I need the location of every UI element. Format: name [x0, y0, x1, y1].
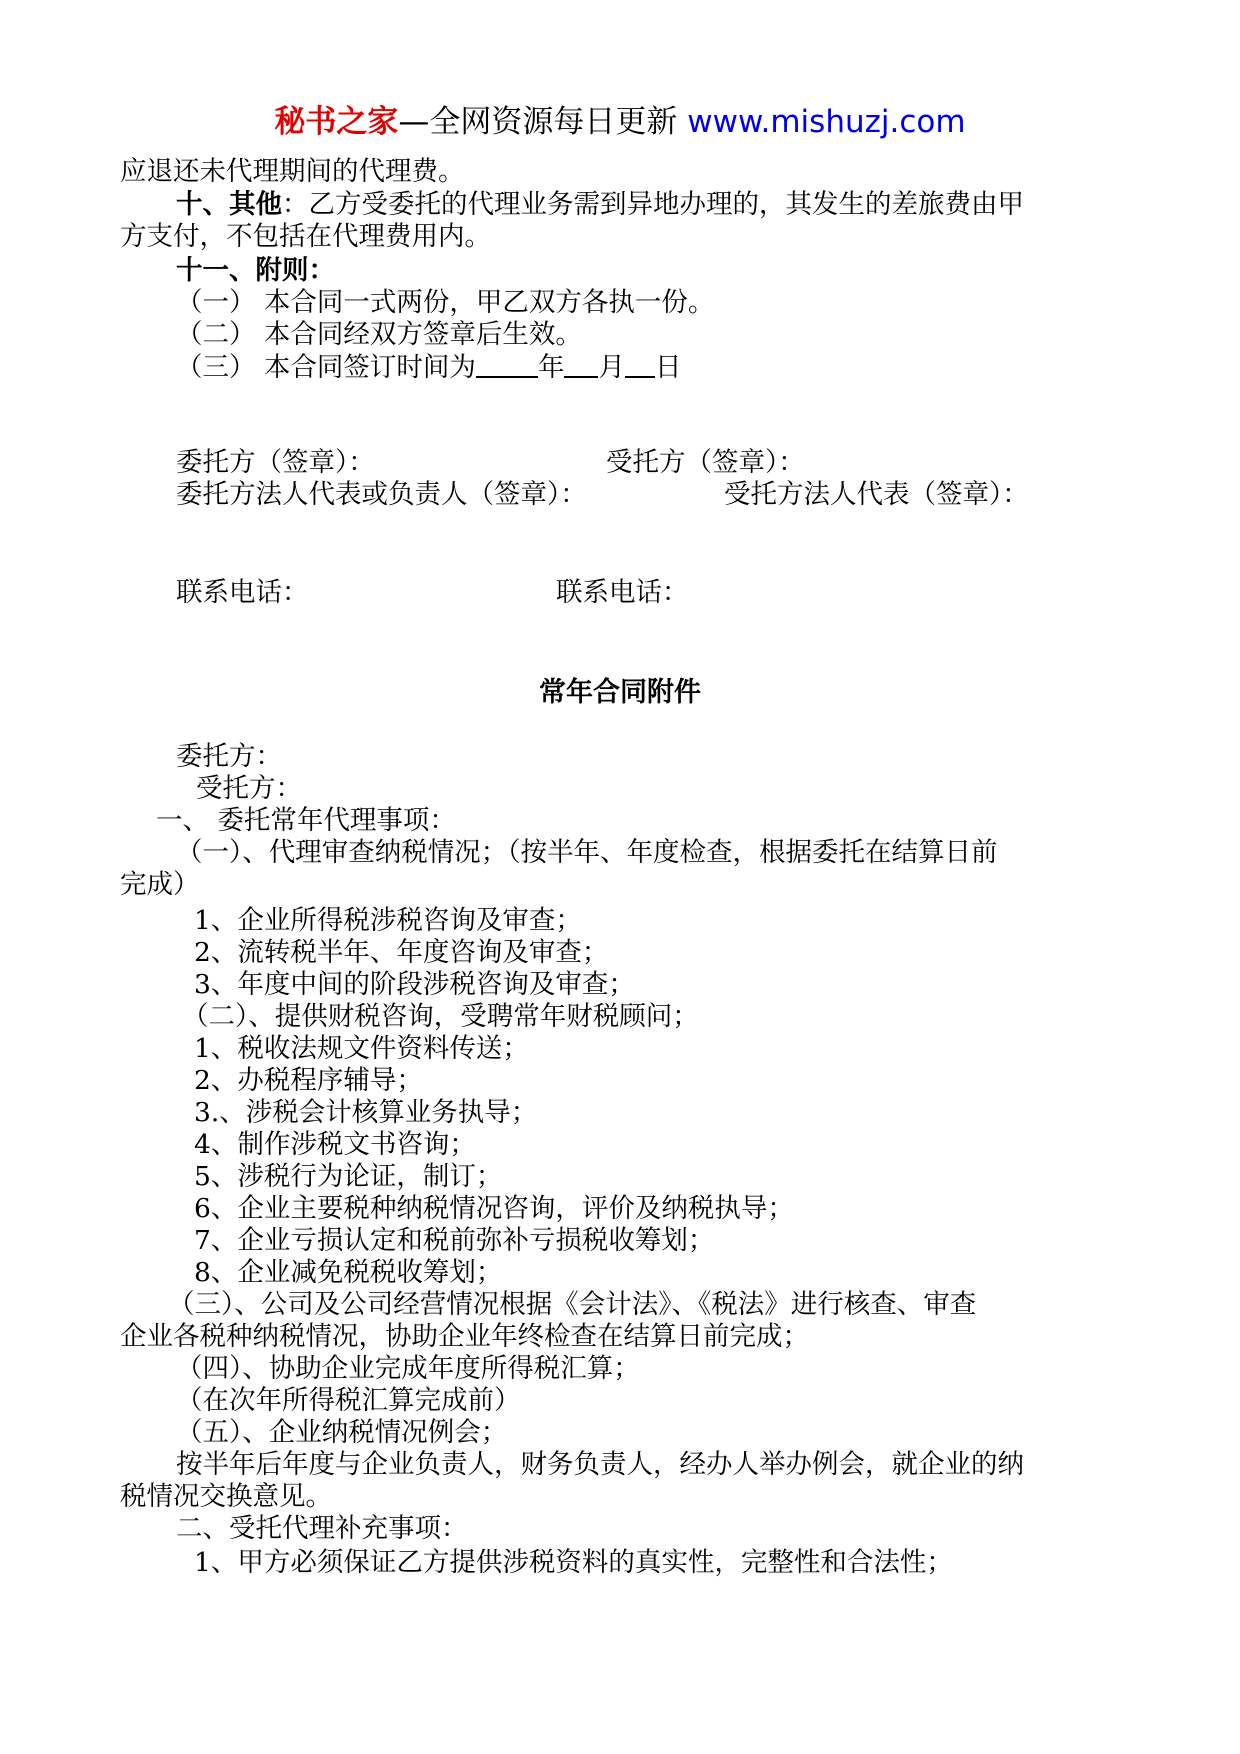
item-10-text: ：乙方受委托的代理业务需到异地办理的，其发生的差旅费由甲 — [282, 189, 1024, 220]
item-11-heading: 十一、附则： — [176, 255, 335, 286]
item-11-clause-2: （二） 本合同经双方签章后生效。 — [176, 319, 582, 350]
client-seal-label: 委托方（签章）： — [176, 447, 375, 478]
appendix-line: 3.、涉税会计核算业务执导； — [194, 1097, 538, 1128]
appendix-line: 8、企业减免税税收筹划； — [194, 1257, 503, 1288]
item-11-clause-3 — [176, 350, 681, 385]
appendix-line: （在次年所得税汇算完成前） — [176, 1385, 521, 1416]
appendix-line: 6、企业主要税种纳税情况咨询，评价及纳税执导； — [194, 1193, 794, 1224]
day-label: 日 — [654, 352, 682, 383]
site-banner — [0, 100, 1240, 144]
appendix-line: 二、受托代理补充事项： — [176, 1513, 468, 1544]
appendix-line: 3、年度中间的阶段涉税咨询及审查； — [194, 969, 635, 1000]
appendix-line: 1、税收法规文件资料传送； — [194, 1033, 529, 1064]
agent-rep-label: 受托方法人代表（签章）： — [724, 479, 1029, 510]
appendix-line: 按半年后年度与企业负责人，财务负责人，经办人举办例会，就企业的纳 — [176, 1449, 1024, 1480]
appendix-line: 一、 委托常年代理事项： — [156, 805, 456, 836]
appendix-line: 1、企业所得税涉税咨询及审查； — [194, 905, 582, 936]
signing-date-prefix: （三） 本合同签订时间为 — [176, 352, 476, 383]
banner-slogan: —全网资源每日更新 — [398, 104, 678, 140]
day-blank[interactable] — [625, 350, 655, 378]
agent-seal-label: 受托方（签章）： — [606, 447, 805, 478]
month-label: 月 — [598, 352, 625, 383]
appendix-line: （一）、代理审查纳税情况；（按半年、年度检查，根据委托在结算日前 — [176, 837, 998, 868]
item-10-line-1 — [176, 188, 1024, 222]
appendix-agent: 受托方： — [196, 773, 302, 804]
item-11-clause-1: （一） 本合同一式两份，甲乙双方各执一份。 — [176, 287, 715, 318]
appendix-line: 税情况交换意见。 — [120, 1481, 332, 1512]
appendix-line: 2、流转税半年、年度咨询及审查； — [194, 937, 609, 968]
appendix-line: 企业各税种纳税情况，协助企业年终检查在结算日前完成； — [120, 1321, 809, 1352]
appendix-line: （三）、公司及公司经营情况根据《会计法》、《税法》进行核查、审查 — [168, 1289, 977, 1320]
site-url-link[interactable]: www.mishuzj.com — [687, 104, 966, 140]
year-label: 年 — [537, 352, 565, 383]
appendix-line: 7、企业亏损认定和税前弥补亏损税收筹划； — [194, 1225, 715, 1256]
agent-phone-label: 联系电话： — [556, 577, 689, 608]
client-rep-label: 委托方法人代表或负责人（签章）： — [176, 479, 587, 510]
item-10-line-2: 方支付，不包括在代理费用内。 — [120, 221, 491, 252]
appendix-client: 委托方： — [176, 741, 282, 772]
brand-name: 秘书之家 — [274, 104, 399, 140]
month-blank[interactable] — [564, 350, 598, 378]
appendix-line: （四）、协助企业完成年度所得税汇算； — [176, 1353, 640, 1384]
appendix-line: 2、办税程序辅导； — [194, 1065, 423, 1096]
appendix-line: 完成） — [120, 869, 200, 900]
appendix-line: 5、涉税行为论证，制订； — [194, 1161, 503, 1192]
appendix-line: （五）、企业纳税情况例会； — [176, 1417, 508, 1448]
appendix-line: 4、制作涉税文书咨询； — [194, 1129, 476, 1160]
appendix-line: （二）、提供财税咨询，受聘常年财税顾问； — [182, 1001, 699, 1032]
client-phone-label: 联系电话： — [176, 577, 309, 608]
refund-line: 应退还未代理期间的代理费。 — [120, 156, 465, 187]
appendix-line: 1、甲方必须保证乙方提供涉税资料的真实性，完整性和合法性； — [194, 1547, 953, 1578]
item-10-label: 十、其他 — [176, 189, 282, 220]
year-blank[interactable] — [476, 350, 538, 378]
appendix-title: 常年合同附件 — [539, 677, 701, 708]
